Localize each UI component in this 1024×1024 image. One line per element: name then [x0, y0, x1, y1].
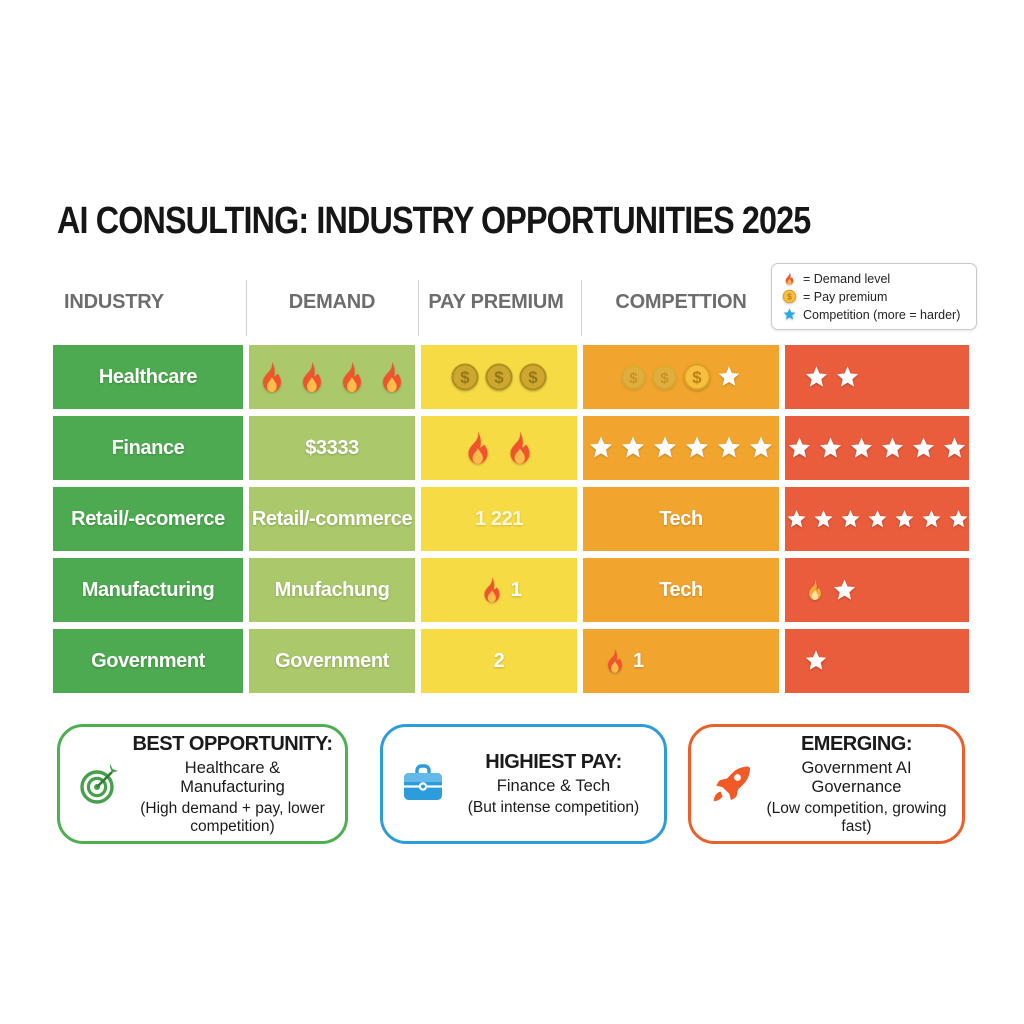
cell-text: Mnufachung	[274, 578, 390, 601]
cell-demand-manufacturing	[249, 558, 415, 622]
cell-text: Tech	[659, 507, 703, 530]
star-white-icon	[848, 435, 875, 462]
star-white-icon	[812, 508, 835, 531]
coin-gold-icon	[782, 289, 797, 304]
cell-text: Government	[91, 649, 205, 672]
cell-industry-finance	[53, 416, 243, 480]
star-white-icon	[920, 508, 943, 531]
callout-text	[763, 733, 950, 836]
star-white-icon	[817, 435, 844, 462]
header-divider	[418, 280, 419, 336]
callout-line2: (But intense competition)	[467, 799, 640, 816]
callout-text	[132, 733, 333, 836]
column-header-demand: DEMAND	[288, 291, 376, 313]
cell-text: Finance	[111, 436, 185, 459]
industry-table	[53, 345, 969, 693]
cell-industry-retail-ecomerce	[53, 487, 243, 551]
star-white-icon	[619, 434, 647, 462]
cell-demand-government	[249, 629, 415, 693]
header-divider	[581, 280, 582, 336]
column-header-pay-premium: PAY PREMIUM	[428, 291, 564, 313]
svg-text:$: $	[787, 291, 792, 302]
cell-industry-manufacturing	[53, 558, 243, 622]
callout-line2: (High demand + pay, lower competition)	[140, 799, 325, 835]
fire-icon	[254, 359, 290, 395]
star-white-icon	[651, 434, 679, 462]
rocket-icon	[707, 760, 755, 808]
cell-pay-manufacturing	[421, 558, 577, 622]
star-white-icon	[831, 577, 858, 604]
cell-text: $3333	[305, 436, 359, 459]
star-white-icon	[947, 508, 970, 531]
page-title: AI CONSULTING: INDUSTRY OPPORTUNITIES 2025	[57, 200, 811, 242]
star-white-icon	[683, 434, 711, 462]
cell-pay-finance	[421, 416, 577, 480]
legend-label: Competition (more = harder)	[803, 307, 961, 322]
cell-extra-manufacturing	[785, 558, 969, 622]
legend	[771, 263, 977, 330]
svg-text:$: $	[460, 368, 470, 387]
legend-item	[782, 307, 966, 322]
cell-text: 1 221	[474, 507, 524, 530]
fire-icon	[601, 647, 629, 675]
cell-industry-government	[53, 629, 243, 693]
star-white-icon	[803, 364, 830, 391]
header-divider	[246, 280, 247, 336]
callout-text	[455, 751, 652, 817]
callout-title: HIGHIEST PAY:	[485, 751, 622, 773]
callout-title: EMERGING:	[800, 732, 913, 755]
cell-text: Healthcare	[98, 365, 198, 388]
cell-extra-government	[785, 629, 969, 693]
fire-icon	[374, 359, 410, 395]
legend-item	[782, 289, 966, 304]
star-white-icon	[747, 434, 775, 462]
briefcase-icon	[399, 760, 447, 808]
cell-demand-retail-ecomerce	[249, 487, 415, 551]
cell-text: Tech	[659, 578, 703, 601]
coin-dark-icon	[450, 362, 480, 392]
star-blue-icon	[782, 307, 797, 322]
callout-line1: Government AI Governance	[801, 758, 912, 796]
callout-line1: Finance & Tech	[496, 777, 611, 795]
legend-label: = Pay premium	[803, 289, 888, 304]
fire-icon	[294, 359, 330, 395]
cell-extra-healthcare	[785, 345, 969, 409]
column-header-competition: COMPETTION	[615, 291, 747, 313]
coin-dark-icon	[484, 362, 514, 392]
svg-text:$: $	[660, 369, 669, 387]
cell-demand-finance	[249, 416, 415, 480]
callout-highest-pay	[380, 724, 667, 844]
star-white-icon	[834, 364, 861, 391]
column-header-industry: INDUSTRY	[64, 291, 164, 313]
star-white-icon	[879, 435, 906, 462]
fire-icon	[459, 429, 497, 467]
cell-competition-government	[583, 629, 779, 693]
cell-pay-healthcare	[421, 345, 577, 409]
star-white-icon	[715, 434, 743, 462]
cell-pay-government	[421, 629, 577, 693]
star-white-icon	[941, 435, 968, 462]
coin-faint-icon	[620, 364, 647, 391]
legend-label: = Demand level	[803, 271, 891, 286]
star-white-icon	[785, 508, 808, 531]
callout-best-opportunity	[57, 724, 348, 844]
fire-icon	[334, 359, 370, 395]
cell-demand-healthcare	[249, 345, 415, 409]
callout-emerging	[688, 724, 965, 844]
fire-dim-icon	[803, 578, 827, 602]
cell-competition-healthcare	[583, 345, 779, 409]
svg-text:$: $	[528, 368, 538, 387]
cell-text: 1	[510, 578, 522, 601]
svg-text:$: $	[629, 369, 638, 387]
cell-competition-finance	[583, 416, 779, 480]
cell-text: 1	[633, 649, 644, 672]
callout-title: BEST OPPORTUNITY:	[132, 732, 333, 755]
fire-icon	[782, 271, 797, 286]
target-icon	[76, 760, 124, 808]
cell-text: 2	[493, 649, 505, 672]
cell-pay-retail-ecomerce	[421, 487, 577, 551]
star-white-icon	[866, 508, 889, 531]
svg-text:$: $	[692, 368, 702, 387]
cell-extra-retail-ecomerce	[785, 487, 969, 551]
legend-item	[782, 271, 966, 286]
coin-dark-icon	[518, 362, 548, 392]
cell-competition-manufacturing	[583, 558, 779, 622]
svg-text:$: $	[494, 368, 504, 387]
fire-icon	[501, 429, 539, 467]
fire-icon	[477, 575, 507, 605]
star-white-icon	[910, 435, 937, 462]
cell-text: Retail/-commerce	[251, 507, 413, 530]
star-white-icon	[786, 435, 813, 462]
cell-extra-finance	[785, 416, 969, 480]
callout-line2: (Low competition, growing fast)	[766, 799, 947, 835]
cell-industry-healthcare	[53, 345, 243, 409]
cell-text: Government	[275, 649, 389, 672]
star-white-icon	[803, 648, 829, 674]
star-white-icon	[587, 434, 615, 462]
coin-faint-icon	[651, 364, 678, 391]
cell-competition-retail-ecomerce	[583, 487, 779, 551]
coin-gold-icon	[682, 362, 712, 392]
star-white-icon	[839, 508, 862, 531]
cell-text: Retail/-ecomerce	[71, 507, 225, 530]
star-white-icon	[716, 364, 742, 390]
star-white-icon	[893, 508, 916, 531]
cell-text: Manufacturing	[81, 578, 215, 601]
callout-line1: Healthcare & Manufacturing	[180, 758, 285, 796]
